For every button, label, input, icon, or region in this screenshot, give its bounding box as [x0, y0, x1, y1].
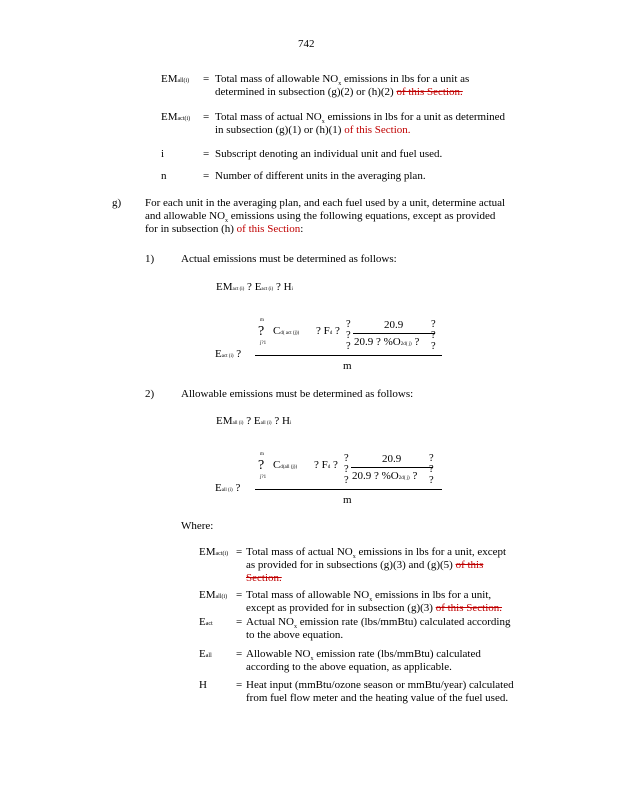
def-symbol-n: n — [161, 170, 167, 182]
bracket-left: ? — [346, 330, 351, 341]
def-h-line2: from fuel flow meter and the heating value of the fuel used. — [246, 692, 509, 704]
main-fraction-bar — [255, 355, 442, 356]
main-denominator: m — [343, 360, 352, 372]
sum-symbol: ? — [258, 458, 265, 473]
def-e-all-line1: Allowable $NO_x$ emission rate (lbs/mmBtu) calculated — [246, 648, 481, 663]
def-h-line1: Heat input (mmBtu/ozone season or mmBtu/year) calculated — [246, 679, 514, 691]
bracket-right: ? — [431, 319, 436, 330]
def-equals: = — [236, 648, 243, 660]
section-label-g: g) — [112, 197, 122, 209]
def-symbol-e-act: Eact — [199, 616, 213, 628]
def-equals: = — [236, 616, 243, 628]
inner-numerator: 20.9 — [384, 319, 404, 331]
def-em-act-line2: as provided for in subsections (g)(3) and (g)(5) of this — [246, 559, 484, 571]
item-label-1: 1) — [145, 253, 155, 265]
eq2-numerator-c: Cd( act (j)) — [273, 325, 300, 337]
eq2-f-term: ? Fd ? — [314, 459, 338, 471]
item-2-text: Allowable emissions must be determined as follows: — [181, 388, 414, 400]
eq2-lhs-e-act: Eact (i) ? — [215, 348, 242, 360]
bracket-left: ? — [346, 319, 351, 330]
def-symbol-em-act-bottom: EMact(i) — [199, 546, 229, 558]
def-e-act-line1: Actual $NO_x$ emission rate (lbs/mmBtu) calculated according — [246, 616, 511, 631]
def-symbol-em-all: EMall(i) — [161, 73, 190, 85]
def-text-n: Number of different units in the averaging plan. — [215, 170, 426, 182]
def-em-all-line2: except as provided for in subsection (g)(3) of this Section. — [246, 602, 503, 614]
inner-denominator: 20.9 ? %O2d( j) ? — [352, 470, 418, 482]
inner-fraction-bar — [353, 333, 435, 334]
def-equals: = — [203, 170, 210, 182]
def-symbol-em-act: EMact(i) — [161, 111, 191, 123]
def-equals: = — [203, 148, 210, 160]
eq2-f-term: ? Fd ? — [316, 325, 340, 337]
def-equals: = — [203, 111, 210, 123]
bracket-right: ? — [429, 464, 434, 475]
bracket-right: ? — [431, 330, 436, 341]
def-em-all-line1: Total mass of allowable $NO_x$ emissions in lbs for a unit, — [246, 589, 492, 604]
inner-fraction-bar — [351, 467, 433, 468]
eq2-lhs-e-all: Eall (i) ? — [215, 482, 241, 494]
section-g-line2: and allowable $NO_x$ emissions using the following equations, except as provided — [145, 210, 496, 225]
section-g-line3: for in subsection (h) of this Section: — [145, 223, 304, 235]
def-text-em-all-line1: Total mass of allowable $NO_x$ emissions in lbs for a unit as — [215, 73, 470, 88]
sum-upper-limit: m — [260, 452, 264, 457]
inner-numerator: 20.9 — [382, 453, 402, 465]
eq2-numerator-c: Cd(all (j)) — [273, 459, 298, 471]
equation-em-all: EMall (i) ? Eall (i) ? Hi — [216, 415, 292, 427]
sum-lower-index: j?1 — [260, 341, 267, 346]
sum-symbol: ? — [258, 324, 265, 339]
sum-upper-limit: m — [260, 318, 264, 323]
def-e-act-line2: to the above equation. — [246, 629, 344, 641]
bracket-left: ? — [346, 341, 351, 352]
inner-denominator: 20.9 ? %O2d( j) ? — [354, 336, 420, 348]
def-symbol-h: H — [199, 679, 207, 691]
item-1-text: Actual emissions must be determined as follows: — [181, 253, 397, 265]
def-symbol-i: i — [161, 148, 165, 160]
section-g-line1: For each unit in the averaging plan, and each fuel used by a unit, determine actual — [145, 197, 506, 209]
def-text-i: Subscript denoting an individual unit and fuel used. — [215, 148, 443, 160]
def-symbol-em-all-bottom: EMall(i) — [199, 589, 228, 601]
where-label: Where: — [181, 520, 214, 532]
equation-em-act: EMact (i) ? Eact (i) ? Hi — [216, 281, 293, 293]
bracket-left: ? — [344, 453, 349, 464]
bracket-left: ? — [344, 464, 349, 475]
bracket-left: ? — [344, 475, 349, 486]
sum-lower-index: j?1 — [260, 475, 267, 480]
def-em-act-line3: Section. — [246, 572, 282, 584]
bracket-right: ? — [429, 453, 434, 464]
def-equals: = — [236, 679, 243, 691]
def-equals: = — [203, 73, 210, 85]
page-number: 742 — [298, 38, 315, 50]
def-em-act-line1: Total mass of actual $NO_x$ emissions in lbs for a unit, except — [246, 546, 507, 561]
def-text-em-act-line1: Total mass of actual $NO_x$ emissions in lbs for a unit as determined — [215, 111, 506, 126]
def-symbol-e-all: Eall — [199, 648, 212, 660]
def-equals: = — [236, 546, 243, 558]
item-label-2: 2) — [145, 388, 155, 400]
main-denominator: m — [343, 494, 352, 506]
bracket-right: ? — [431, 341, 436, 352]
def-text-em-all-line2: determined in subsection (g)(2) or (h)(2) of this Section. — [215, 86, 463, 98]
bracket-right: ? — [429, 475, 434, 486]
def-e-all-line2: according to the above equation, as applicable. — [246, 661, 452, 673]
def-text-em-act-line2: in subsection (g)(1) or (h)(1) of this Section. — [215, 124, 411, 136]
main-fraction-bar — [255, 489, 442, 490]
def-equals: = — [236, 589, 243, 601]
